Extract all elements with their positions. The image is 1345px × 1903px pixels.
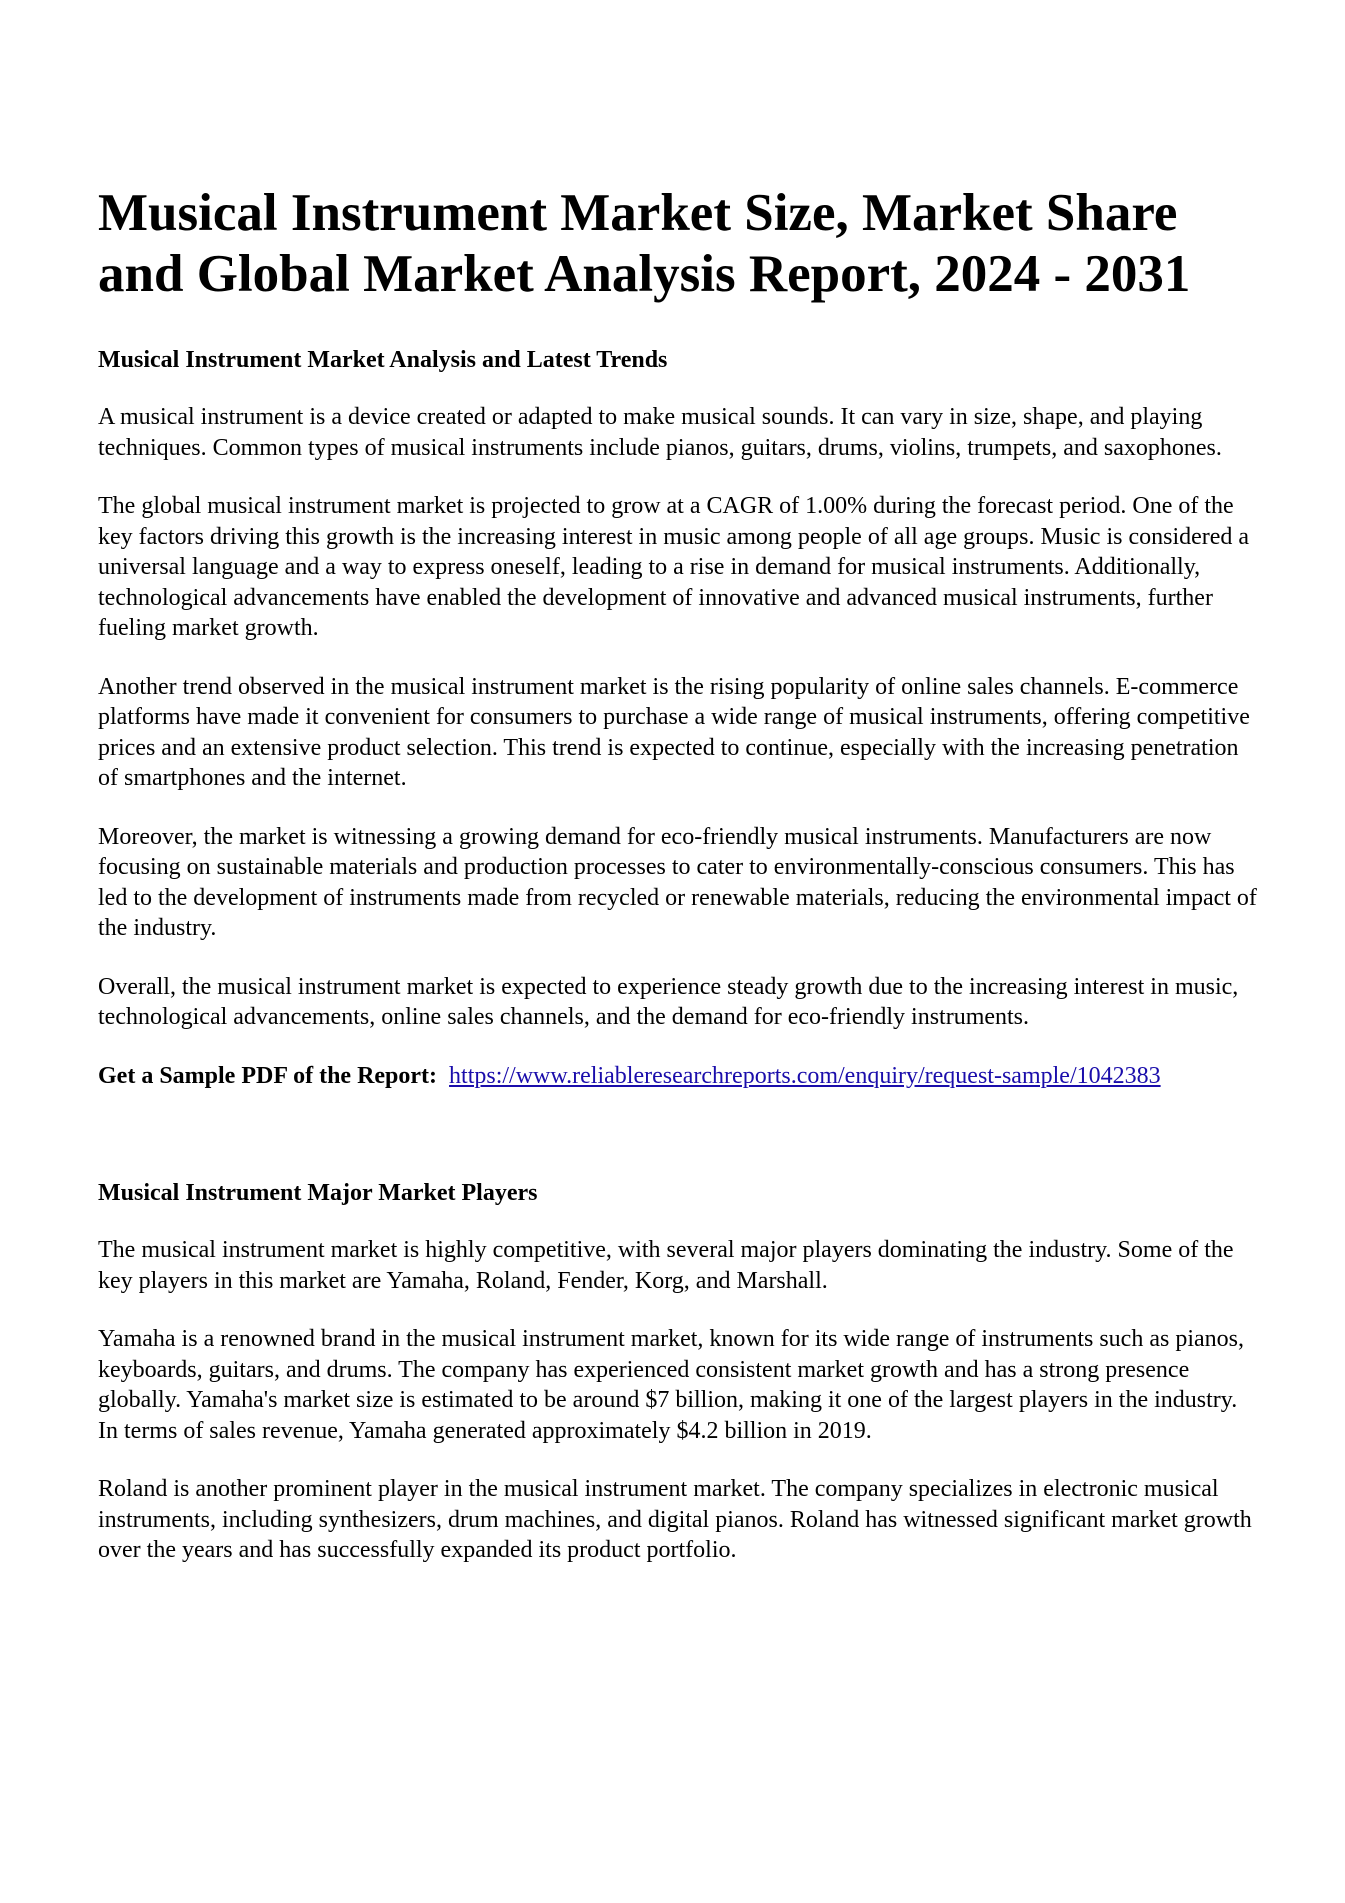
paragraph: Overall, the musical instrument market is expected to experience steady growth due to the increasing interest in music, technological advancements, online sales channels, and the demand for eco-friendly instruments.: [98, 973, 1239, 1030]
sample-pdf-line: [98, 1061, 1258, 1092]
document-title: Musical Instrument Market Size, Market Share and Global Market Analysis Report, 2024 - 2031: [98, 184, 1191, 303]
paragraph: Yamaha is a renowned brand in the musical instrument market, known for its wide range of instruments such as pianos, keyboards, guitars, and drums. The company has experienced consistent market growth and has a strong presence globally. Yamaha's market size is estimated to be around $7 billion, making it one of the largest players in the industry. In terms of sales revenue, Yamaha generated approximately $4.2 billion in 2019.: [98, 1326, 1244, 1444]
paragraph: Another trend observed in the musical instrument market is the rising popularity of online sales channels. E-commerce platforms have made it convenient for consumers to purchase a wide range of musical instruments, offering competitive prices and an extensive product selection. This trend is expected to continue, especially with the increasing penetration of smartphones and the internet.: [98, 673, 1250, 791]
paragraph: The global musical instrument market is projected to grow at a CAGR of 1.00% during the forecast period. One of the key factors driving this growth is the increasing interest in music among people of all age groups. Music is considered a universal language and a way to express oneself, leading to a rise in demand for musical instruments. Additionally, technological advancements have enabled the development of innovative and advanced musical instruments, further fueling market growth.: [98, 493, 1250, 641]
sample-pdf-label: Get a Sample PDF of the Report:: [98, 1062, 438, 1089]
sample-pdf-link[interactable]: https://www.reliableresearchreports.com/enquiry/request-sample/1042383: [449, 1062, 1161, 1089]
document-page: [98, 183, 1258, 1566]
section-heading-trends: Musical Instrument Market Analysis and Latest Trends: [98, 347, 668, 373]
paragraph: Roland is another prominent player in the musical instrument market. The company specializes in electronic musical instruments, including synthesizers, drum machines, and digital pianos. Roland has witnessed significant market growth over the years and has successfully expanded its product portfolio.: [98, 1476, 1252, 1563]
paragraph: The musical instrument market is highly competitive, with several major players dominating the industry. Some of the key players in this market are Yamaha, Roland, Fender, Korg, and Marshall.: [98, 1237, 1234, 1294]
section-heading-players: Musical Instrument Major Market Players: [98, 1180, 538, 1206]
paragraph: Moreover, the market is witnessing a growing demand for eco-friendly musical instruments. Manufacturers are now focusing on sustainable materials and production processes to cater to environmentally-conscious consumers. This has led to the development of instruments made from recycled or renewable materials, reducing the environmental impact of the industry.: [98, 823, 1257, 941]
paragraph: A musical instrument is a device created or adapted to make musical sounds. It can vary in size, shape, and playing techniques. Common types of musical instruments include pianos, guitars, drums, violins, trumpets, and saxophones.: [98, 404, 1222, 461]
